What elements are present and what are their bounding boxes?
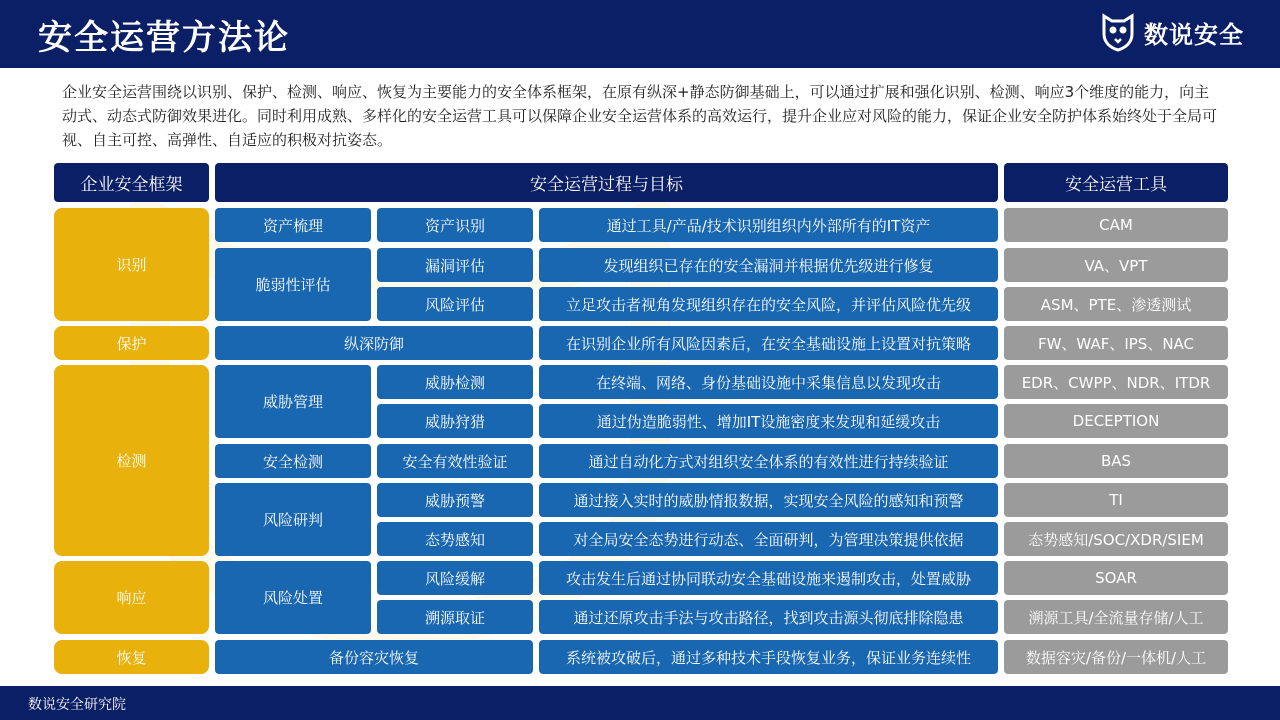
goal-row: 通过还原攻击手法与攻击路径，找到攻击源头彻底排除隐患	[539, 600, 998, 634]
tool-row: VA、VPT	[1004, 248, 1228, 282]
sub-forensics: 溯源取证	[377, 600, 533, 634]
tool-row: FW、WAF、IPS、NAC	[1004, 326, 1228, 360]
tool-row: 态势感知/SOC/XDR/SIEM	[1004, 522, 1228, 556]
brand-name: 数说安全	[1144, 20, 1244, 49]
goal-row: 在识别企业所有风险因素后，在安全基础设施上设置对抗策略	[539, 326, 998, 360]
page-title: 安全运营方法论	[38, 18, 290, 58]
column-header-tools: 安全运营工具	[1004, 163, 1228, 202]
tool-row: BAS	[1004, 444, 1228, 478]
framework-recover: 恢复	[54, 640, 209, 674]
framework-protect: 保护	[54, 326, 209, 360]
goal-row: 通过接入实时的威胁情报数据，实现安全风险的感知和预警	[539, 483, 998, 517]
footer-text: 数说安全研究院	[28, 697, 126, 713]
goal-row: 通过伪造脆弱性、增加IT设施密度来发现和延缓攻击	[539, 404, 998, 438]
column-header-process: 安全运营过程与目标	[215, 163, 998, 202]
group-risk-analysis: 风险研判	[215, 483, 371, 556]
goal-row: 通过工具/产品/技术识别组织内外部所有的IT资产	[539, 208, 998, 242]
sub-risk-assessment: 风险评估	[377, 287, 533, 321]
sub-asset-identification: 资产识别	[377, 208, 533, 242]
goal-row: 立足攻击者视角发现组织存在的安全风险，并评估风险优先级	[539, 287, 998, 321]
group-backup-recovery: 备份容灾恢复	[215, 640, 533, 674]
goal-row: 对全局安全态势进行动态、全面研判，为管理决策提供依据	[539, 522, 998, 556]
framework-respond: 响应	[54, 561, 209, 634]
sub-situational-awareness: 态势感知	[377, 522, 533, 556]
tool-row: 数据容灾/备份/一体机/人工	[1004, 640, 1228, 674]
column-header-framework: 企业安全框架	[54, 163, 209, 202]
framework-identify: 识别	[54, 208, 209, 321]
tool-row: TI	[1004, 483, 1228, 517]
intro-paragraph: 企业安全运营围绕以识别、保护、检测、响应、恢复为主要能力的安全体系框架，在原有纵深+静态防御基础上，可以通过扩展和强化识别、检测、响应3个维度的能力，向主动式、动态式防御效果进化。同时利用成熟、多样化的安全运营工具可以保障企业安全运营体系的高效运行，提升企业应对风险的能力，保证企业安全防护体系始终处于全局可视、自主可控、高弹性、自适应的积极对抗姿态。	[62, 83, 1218, 149]
sub-vulnerability-assessment: 漏洞评估	[377, 248, 533, 282]
goal-row: 在终端、网络、身份基础设施中采集信息以发现攻击	[539, 365, 998, 399]
group-vulnerability-assessment: 脆弱性评估	[215, 248, 371, 321]
framework-detect: 检测	[54, 365, 209, 556]
goal-row: 通过自动化方式对组织安全体系的有效性进行持续验证	[539, 444, 998, 478]
tool-row: EDR、CWPP、NDR、ITDR	[1004, 365, 1228, 399]
sub-security-validation: 安全有效性验证	[377, 444, 533, 478]
tool-row: SOAR	[1004, 561, 1228, 595]
goal-row: 发现组织已存在的安全漏洞并根据优先级进行修复	[539, 248, 998, 282]
sub-threat-warning: 威胁预警	[377, 483, 533, 517]
group-defense-in-depth: 纵深防御	[215, 326, 533, 360]
footer-bar	[0, 686, 1280, 720]
group-threat-management: 威胁管理	[215, 365, 371, 438]
tool-row: DECEPTION	[1004, 404, 1228, 438]
goal-row: 系统被攻破后，通过多种技术手段恢复业务，保证业务连续性	[539, 640, 998, 674]
tool-row: CAM	[1004, 208, 1228, 242]
group-asset-inventory: 资产梳理	[215, 208, 371, 242]
sub-risk-mitigation: 风险缓解	[377, 561, 533, 595]
sub-threat-detection: 威胁检测	[377, 365, 533, 399]
group-security-detection: 安全检测	[215, 444, 371, 478]
tool-row: 溯源工具/全流量存储/人工	[1004, 600, 1228, 634]
group-risk-handling: 风险处置	[215, 561, 371, 634]
goal-row: 攻击发生后通过协同联动安全基础设施来遏制攻击，处置威胁	[539, 561, 998, 595]
tool-row: ASM、PTE、渗透测试	[1004, 287, 1228, 321]
sub-threat-hunting: 威胁狩猎	[377, 404, 533, 438]
